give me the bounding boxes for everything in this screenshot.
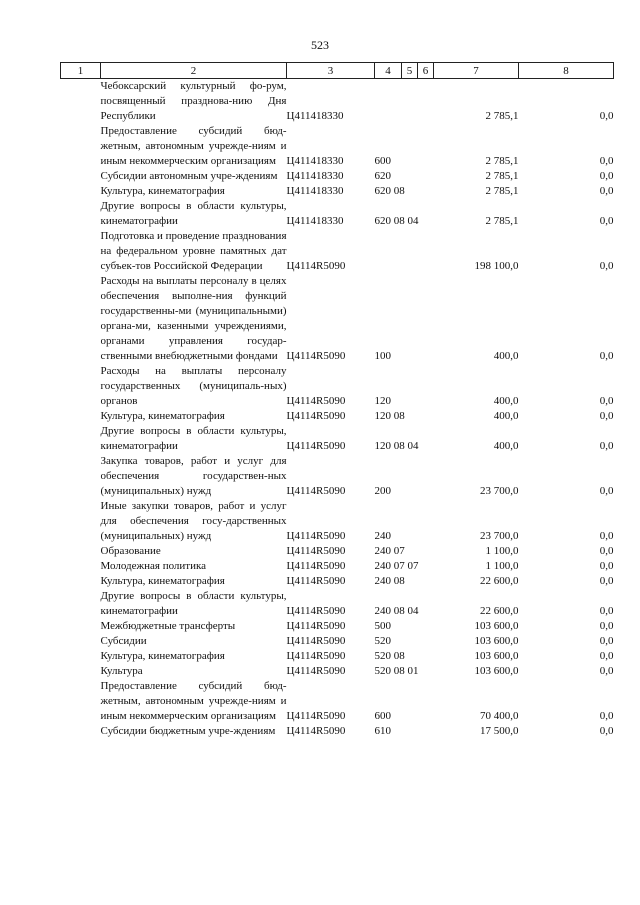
row-prev-amount: 0,0 bbox=[599, 545, 614, 557]
table-row bbox=[61, 574, 614, 589]
row-name: Межбюджетные трансферты bbox=[100, 620, 236, 632]
row-vr-section: 620 08 bbox=[374, 185, 405, 197]
row-amount: 103 600,0 bbox=[474, 635, 519, 647]
row-amount: 22 600,0 bbox=[480, 605, 519, 617]
row-amount: 400,0 bbox=[493, 440, 519, 452]
row-name: Субсидии bbox=[100, 635, 147, 647]
row-code: Ц4114R5090 bbox=[286, 665, 346, 677]
table-row bbox=[61, 634, 614, 649]
row-amount: 400,0 bbox=[493, 395, 519, 407]
cell-empty bbox=[61, 274, 101, 364]
row-name: Закупка товаров, работ и услуг для обеспечения государствен-ных (муниципальных) нужд bbox=[100, 455, 287, 497]
row-prev-amount: 0,0 bbox=[599, 260, 614, 272]
row-name: Культура, кинематография bbox=[100, 410, 225, 422]
row-prev-amount: 0,0 bbox=[599, 215, 614, 227]
table-row bbox=[61, 199, 614, 229]
header-col-7: 7 bbox=[434, 63, 519, 79]
table-row bbox=[61, 559, 614, 574]
row-vr-section: 240 08 bbox=[374, 575, 405, 587]
row-code: Ц4114R5090 bbox=[286, 485, 346, 497]
row-code: Ц4114R5090 bbox=[286, 710, 346, 722]
table-row bbox=[61, 619, 614, 634]
row-code: Ц4114R5090 bbox=[286, 260, 346, 272]
row-code: Ц4114R5090 bbox=[286, 560, 346, 572]
row-code: Ц4114R5090 bbox=[286, 545, 346, 557]
row-vr-section bbox=[375, 229, 434, 274]
cell-empty bbox=[61, 364, 101, 409]
row-prev-amount: 0,0 bbox=[599, 440, 614, 452]
cell-empty bbox=[61, 619, 101, 634]
row-amount: 2 785,1 bbox=[485, 185, 519, 197]
row-vr-section: 520 bbox=[374, 635, 391, 647]
row-vr-section: 500 bbox=[374, 620, 391, 632]
header-row bbox=[61, 63, 614, 79]
cell-empty bbox=[61, 124, 101, 169]
cell-empty bbox=[61, 559, 101, 574]
row-code: Ц4114R5090 bbox=[286, 440, 346, 452]
row-name: Субсидии автономным учре-ждениям bbox=[100, 170, 278, 182]
row-vr-section: 120 bbox=[374, 395, 391, 407]
row-code: Ц411418330 bbox=[286, 155, 344, 167]
row-vr-section: 600 bbox=[374, 155, 391, 167]
row-amount: 2 785,1 bbox=[485, 155, 519, 167]
row-vr-section: 620 08 04 bbox=[374, 215, 419, 227]
table-row bbox=[61, 499, 614, 544]
row-amount: 2 785,1 bbox=[485, 170, 519, 182]
row-vr-section: 240 08 04 bbox=[374, 605, 419, 617]
row-amount: 70 400,0 bbox=[480, 710, 519, 722]
row-code: Ц4114R5090 bbox=[286, 350, 346, 362]
cell-empty bbox=[61, 544, 101, 559]
row-code: Ц411418330 bbox=[286, 215, 344, 227]
row-code: Ц4114R5090 bbox=[286, 635, 346, 647]
row-code: Ц4114R5090 bbox=[286, 725, 346, 737]
row-name: Культура bbox=[100, 665, 143, 677]
table-row bbox=[61, 724, 614, 739]
cell-empty bbox=[61, 169, 101, 184]
row-code: Ц411418330 bbox=[286, 110, 344, 122]
header-col-8: 8 bbox=[519, 63, 614, 79]
table-row bbox=[61, 409, 614, 424]
cell-empty bbox=[61, 199, 101, 229]
row-name: Другие вопросы в области культуры, кинематографии bbox=[100, 200, 287, 227]
cell-empty bbox=[61, 229, 101, 274]
row-prev-amount: 0,0 bbox=[599, 110, 614, 122]
row-prev-amount: 0,0 bbox=[599, 350, 614, 362]
cell-empty bbox=[61, 454, 101, 499]
table-row bbox=[61, 424, 614, 454]
row-vr-section: 620 bbox=[374, 170, 391, 182]
row-name: Иные закупки товаров, работ и услуг для обеспечения госу-дарственных (муниципальных) нужд bbox=[100, 500, 287, 542]
row-name: Культура, кинематография bbox=[100, 575, 225, 587]
row-name: Субсидии бюджетным учре-ждениям bbox=[100, 725, 276, 737]
row-prev-amount: 0,0 bbox=[599, 650, 614, 662]
row-prev-amount: 0,0 bbox=[599, 395, 614, 407]
row-name: Другие вопросы в области культуры, кинематографии bbox=[100, 590, 287, 617]
row-vr-section: 610 bbox=[374, 725, 391, 737]
table-row bbox=[61, 274, 614, 364]
row-amount: 17 500,0 bbox=[480, 725, 519, 737]
table-row bbox=[61, 124, 614, 169]
table-body bbox=[61, 79, 614, 740]
row-amount: 2 785,1 bbox=[485, 215, 519, 227]
row-prev-amount: 0,0 bbox=[599, 620, 614, 632]
cell-empty bbox=[61, 499, 101, 544]
row-amount: 198 100,0 bbox=[474, 260, 519, 272]
cell-empty bbox=[61, 679, 101, 724]
row-name: Расходы на выплаты персоналу государственных (муниципаль-ных) органов bbox=[100, 365, 287, 407]
header-col-2: 2 bbox=[101, 63, 287, 79]
row-prev-amount: 0,0 bbox=[599, 710, 614, 722]
table-row bbox=[61, 364, 614, 409]
row-vr-section: 520 08 01 bbox=[374, 665, 419, 677]
budget-table bbox=[60, 62, 614, 739]
row-prev-amount: 0,0 bbox=[599, 635, 614, 647]
row-vr-section: 520 08 bbox=[374, 650, 405, 662]
row-amount: 2 785,1 bbox=[485, 110, 519, 122]
row-name: Подготовка и проведение празднования на федеральном уровне памятных дат субъек-тов Российской Федерации bbox=[100, 230, 287, 272]
header-col-1: 1 bbox=[61, 63, 101, 79]
row-vr-section: 240 07 07 bbox=[374, 560, 419, 572]
row-prev-amount: 0,0 bbox=[599, 530, 614, 542]
row-prev-amount: 0,0 bbox=[599, 155, 614, 167]
row-vr-section: 600 bbox=[374, 710, 391, 722]
header-col-4: 4 bbox=[375, 63, 402, 79]
row-name: Предоставление субсидий бюд-жетным, автономным учрежде-ниям и иным некоммерческим организациям bbox=[100, 125, 287, 167]
row-prev-amount: 0,0 bbox=[599, 665, 614, 677]
row-amount: 1 100,0 bbox=[485, 545, 519, 557]
row-code: Ц4114R5090 bbox=[286, 395, 346, 407]
header-col-6: 6 bbox=[418, 63, 434, 79]
row-name: Расходы на выплаты персоналу в целях обеспечения выполне-ния функций государственны-ми (муниципальными) органа-ми, казенными учреждениями, органами управления государ-ственными внебюджетными фондами bbox=[100, 275, 287, 362]
table-row bbox=[61, 544, 614, 559]
cell-empty bbox=[61, 574, 101, 589]
cell-empty bbox=[61, 664, 101, 679]
row-vr-section: 120 08 bbox=[374, 410, 405, 422]
row-prev-amount: 0,0 bbox=[599, 410, 614, 422]
row-amount: 22 600,0 bbox=[480, 575, 519, 587]
row-name: Культура, кинематография bbox=[100, 650, 225, 662]
cell-empty bbox=[61, 184, 101, 199]
row-name: Другие вопросы в области культуры, кинематографии bbox=[100, 425, 287, 452]
table-row bbox=[61, 79, 614, 125]
row-amount: 400,0 bbox=[493, 410, 519, 422]
cell-empty bbox=[61, 424, 101, 454]
row-code: Ц4114R5090 bbox=[286, 530, 346, 542]
table-row bbox=[61, 679, 614, 724]
cell-empty bbox=[61, 79, 101, 125]
row-prev-amount: 0,0 bbox=[599, 575, 614, 587]
table-row bbox=[61, 454, 614, 499]
row-name: Предоставление субсидий бюд-жетным, автономным учрежде-ниям и иным некоммерческим организациям bbox=[100, 680, 287, 722]
row-name: Культура, кинематография bbox=[100, 185, 225, 197]
row-amount: 103 600,0 bbox=[474, 650, 519, 662]
row-code: Ц411418330 bbox=[286, 170, 344, 182]
row-code: Ц4114R5090 bbox=[286, 620, 346, 632]
header-col-3: 3 bbox=[287, 63, 375, 79]
row-amount: 103 600,0 bbox=[474, 665, 519, 677]
row-code: Ц4114R5090 bbox=[286, 410, 346, 422]
row-vr-section: 120 08 04 bbox=[374, 440, 419, 452]
row-amount: 23 700,0 bbox=[480, 485, 519, 497]
row-vr-section: 200 bbox=[374, 485, 391, 497]
row-code: Ц4114R5090 bbox=[286, 575, 346, 587]
row-vr-section: 100 bbox=[374, 350, 391, 362]
row-amount: 1 100,0 bbox=[485, 560, 519, 572]
row-prev-amount: 0,0 bbox=[599, 170, 614, 182]
row-prev-amount: 0,0 bbox=[599, 485, 614, 497]
row-code: Ц411418330 bbox=[286, 185, 344, 197]
cell-empty bbox=[61, 409, 101, 424]
cell-empty bbox=[61, 649, 101, 664]
row-vr-section bbox=[375, 79, 434, 125]
table-row bbox=[61, 664, 614, 679]
cell-empty bbox=[61, 724, 101, 739]
table-row bbox=[61, 589, 614, 619]
row-vr-section: 240 bbox=[374, 530, 391, 542]
table-row bbox=[61, 649, 614, 664]
row-code: Ц4114R5090 bbox=[286, 605, 346, 617]
table-row bbox=[61, 229, 614, 274]
cell-empty bbox=[61, 634, 101, 649]
table-row bbox=[61, 169, 614, 184]
row-prev-amount: 0,0 bbox=[599, 725, 614, 737]
row-amount: 400,0 bbox=[493, 350, 519, 362]
header-col-5: 5 bbox=[402, 63, 418, 79]
page-number: 523 bbox=[311, 38, 329, 52]
row-name: Образование bbox=[100, 545, 161, 557]
row-prev-amount: 0,0 bbox=[599, 185, 614, 197]
row-vr-section: 240 07 bbox=[374, 545, 405, 557]
row-name: Чебоксарский культурный фо-рум, посвященный празднова-нию Дня Республики bbox=[100, 80, 287, 122]
row-prev-amount: 0,0 bbox=[599, 605, 614, 617]
row-code: Ц4114R5090 bbox=[286, 650, 346, 662]
row-prev-amount: 0,0 bbox=[599, 560, 614, 572]
row-name: Молодежная политика bbox=[100, 560, 207, 572]
cell-empty bbox=[61, 589, 101, 619]
table-row bbox=[61, 184, 614, 199]
row-amount: 103 600,0 bbox=[474, 620, 519, 632]
row-amount: 23 700,0 bbox=[480, 530, 519, 542]
